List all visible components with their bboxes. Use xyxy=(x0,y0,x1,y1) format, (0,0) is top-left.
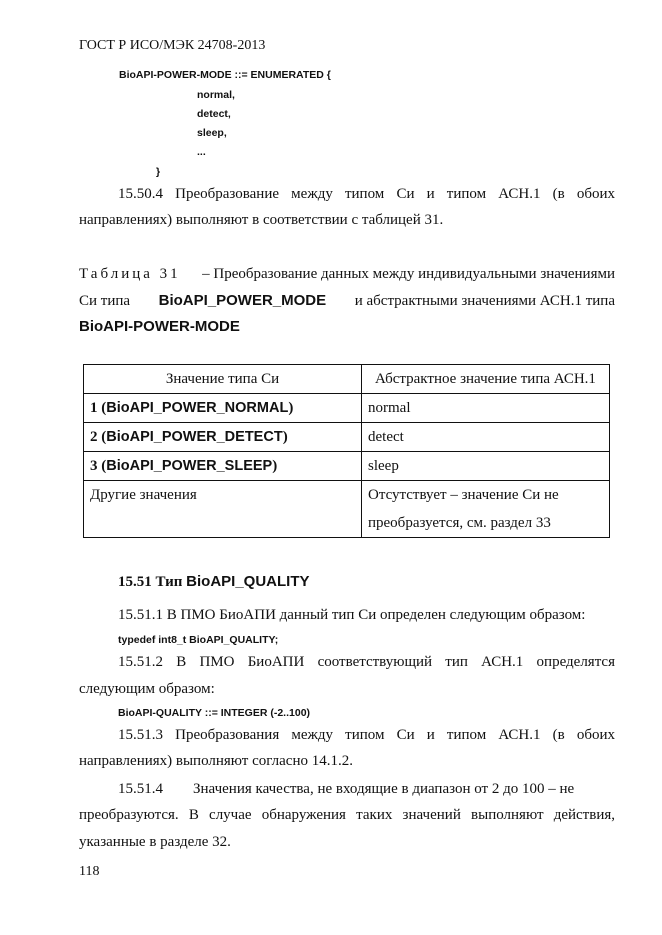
table-caption-line1 xyxy=(79,266,615,283)
code-quality: BioAPI-QUALITY ::= INTEGER (-2..100) xyxy=(118,707,311,719)
table-caption-code: BioAPI_POWER_MODE xyxy=(158,292,327,309)
table-cell-c-value xyxy=(84,394,362,423)
paragraph-15-51-4-line3: указанные в разделе 32. xyxy=(79,834,231,850)
table-header-row xyxy=(84,365,610,394)
cell-line: Отсутствует – значение Си не xyxy=(368,487,559,503)
code-typedef: typedef int8_t BioAPI_QUALITY; xyxy=(118,634,279,646)
paragraph-15-50-4-line1: 15.50.4 Преобразование между типом Си и типом АСН.1 (в обоих xyxy=(118,186,615,202)
cell-line: преобразуется, см. раздел 33 xyxy=(368,515,551,531)
table-cell-c-value xyxy=(84,423,362,452)
row-number: 2 ( xyxy=(90,429,107,445)
c-constant: BioAPI_POWER_NORMAL xyxy=(106,400,289,416)
heading-number: 15.51 Тип xyxy=(118,574,187,590)
c-constant: BioAPI_POWER_DETECT xyxy=(106,429,283,445)
code-line: sleep, xyxy=(197,127,227,139)
paragraph-15-51-1: 15.51.1 В ПМО БиоАПИ данный тип Си определен следующим образом: xyxy=(118,607,586,623)
table-cell-asn-value: detect xyxy=(362,423,610,452)
table-cell-asn-value: sleep xyxy=(362,452,610,481)
paragraph-15-50-4-line2: направлениях) выполняют в соответствии с таблицей 31. xyxy=(79,212,444,228)
code-line: ... xyxy=(197,146,206,158)
code-line: detect, xyxy=(197,108,231,120)
table-cell-other: Другие значения xyxy=(84,481,362,538)
code-line: normal, xyxy=(197,89,235,101)
row-number: 1 ( xyxy=(90,400,107,416)
table-row xyxy=(84,452,610,481)
table-cell-c-value xyxy=(84,452,362,481)
heading-code: BioAPI_QUALITY xyxy=(186,573,310,590)
c-constant: BioAPI_POWER_SLEEP xyxy=(106,458,273,474)
table-row xyxy=(84,394,610,423)
table-caption-text: – Преобразование данных между индивидуальными значениями xyxy=(202,266,615,282)
paragraph-15-51-2-line2: следующим образом: xyxy=(79,681,215,697)
row-paren: ) xyxy=(288,400,294,416)
paragraph-15-51-4-line1: 15.51.4 Значения качества, не входящие в диапазон от 2 до 100 – не xyxy=(118,781,575,797)
running-header: ГОСТ Р ИСО/МЭК 24708-2013 xyxy=(79,38,266,53)
table-row xyxy=(84,423,610,452)
paragraph-15-51-4-line2: преобразуются. В случае обнаружения таких значений выполняют действия, xyxy=(79,807,615,823)
table-caption-label: Таблица 31 xyxy=(79,266,181,282)
row-number: 3 ( xyxy=(90,458,107,474)
paragraph-15-51-3-line1: 15.51.3 Преобразования между типом Си и типом АСН.1 (в обоих xyxy=(118,727,615,743)
table-header-cell: Абстрактное значение типа АСН.1 xyxy=(362,365,610,394)
table-caption-text: Си типа xyxy=(79,293,131,309)
table-31 xyxy=(83,364,610,538)
table-caption-line2 xyxy=(79,292,615,310)
paragraph-15-51-3-line2: направлениях) выполняют согласно 14.1.2. xyxy=(79,753,353,769)
code-line: } xyxy=(156,166,161,178)
row-paren: ) xyxy=(272,458,278,474)
table-cell-other-asn xyxy=(362,481,610,538)
page-number: 118 xyxy=(79,864,100,879)
row-paren: ) xyxy=(282,429,288,445)
section-heading-15-51 xyxy=(118,573,310,591)
table-caption-code: BioAPI-POWER-MODE xyxy=(79,318,240,335)
table-header-cell: Значение типа Си xyxy=(84,365,362,394)
table-row xyxy=(84,481,610,538)
table-caption-text: и абстрактными значениями АСН.1 типа xyxy=(354,293,615,309)
code-line: BioAPI-POWER-MODE ::= ENUMERATED { xyxy=(119,69,331,81)
paragraph-15-51-2-line1: 15.51.2 В ПМО БиоАПИ соответствующий тип АСН.1 определятся xyxy=(118,654,615,670)
table-cell-asn-value: normal xyxy=(362,394,610,423)
